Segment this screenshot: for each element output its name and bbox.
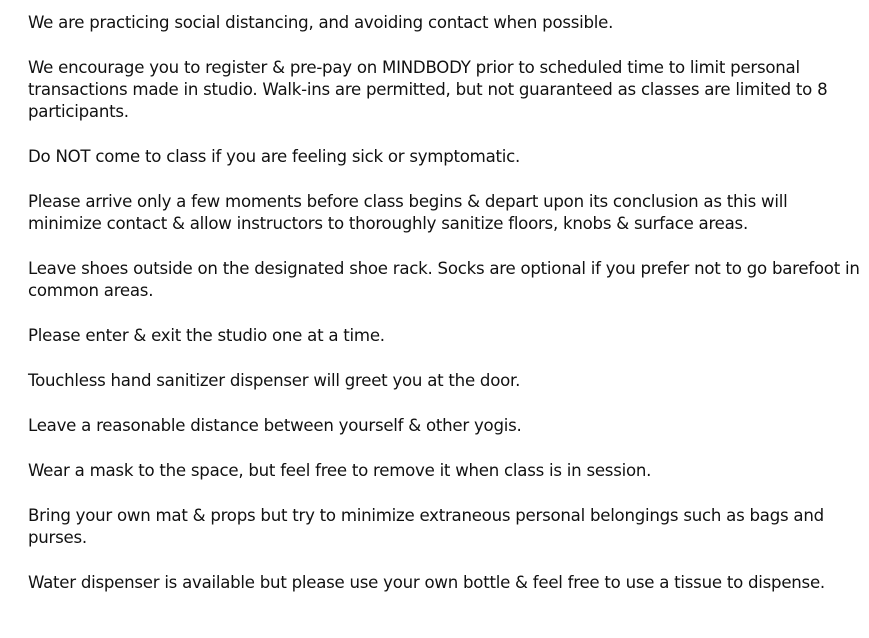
guideline-water: Water dispenser is available but please use your own bottle & feel free to use a tissue to dispense. (28, 573, 825, 592)
guideline-mask: Wear a mask to the space, but feel free to remove it when class is in session. (28, 461, 652, 480)
guidelines-document (28, 12, 860, 594)
guideline-social-distancing: We are practicing social distancing, and avoiding contact when possible. (28, 13, 614, 32)
guideline-enter-exit: Please enter & exit the studio one at a time. (28, 326, 385, 345)
guideline-hand-sanitizer: Touchless hand sanitizer dispenser will greet you at the door. (28, 371, 521, 390)
guideline-arrival-departure: Please arrive only a few moments before class begins & depart upon its conclusion as this will minimize contact & allow instructors to thoroughly sanitize floors, knobs & surface areas. (28, 192, 788, 233)
guideline-register-prepay: We encourage you to register & pre-pay on MINDBODY prior to scheduled time to limit personal transactions made in studio. Walk-ins are permitted, but not guaranteed as classes are limited to 8 participants. (28, 58, 828, 121)
guideline-distance: Leave a reasonable distance between yourself & other yogis. (28, 416, 522, 435)
guideline-sick-stay-home: Do NOT come to class if you are feeling sick or symptomatic. (28, 147, 521, 166)
guideline-shoes: Leave shoes outside on the designated shoe rack. Socks are optional if you prefer not to go barefoot in common areas. (28, 259, 860, 300)
guideline-own-mat: Bring your own mat & props but try to minimize extraneous personal belongings such as bags and purses. (28, 506, 824, 547)
